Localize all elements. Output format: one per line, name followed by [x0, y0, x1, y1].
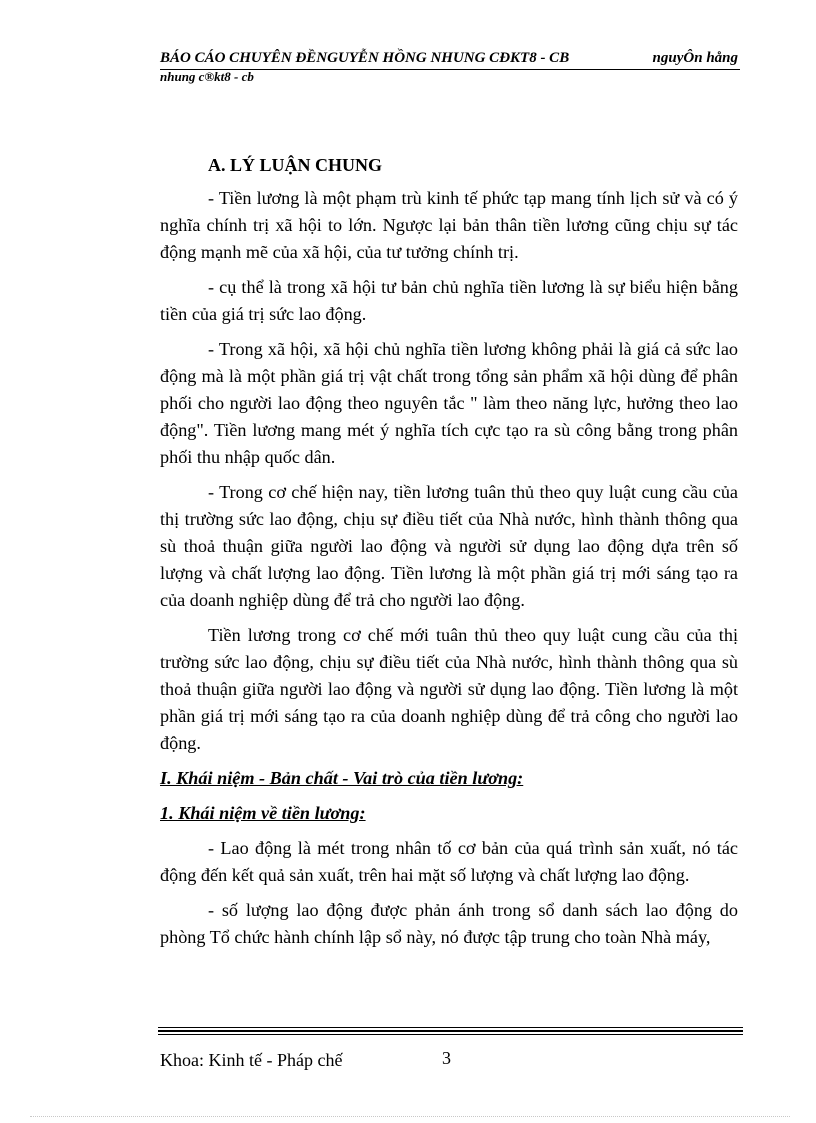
- paragraph: - Trong xã hội, xã hội chủ nghĩa tiền lương không phải là giá cả sức lao động mà là một phần giá trị vật chất trong tổng sản phẩm xã hội dùng để phân phối cho người lao động theo nguyên tắc " làm theo năng lực, hưởng theo lao động". Tiền lương mang mét ý nghĩa tích cực tạo ra sù công bằng trong phân phối thu nhập quốc dân.: [160, 339, 738, 467]
- paragraph: - Trong cơ chế hiện nay, tiền lương tuân thủ theo quy luật cung cầu của thị trường sức lao động, chịu sự điều tiết của Nhà nước, hình thành thông qua sù thoả thuận giữa người lao động và người sử dụng lao động dựa trên số lượng và chất lượng lao động. Tiền lương là một phần giá trị mới sáng tạo ra của doanh nghiệp dùng để trả cho người lao động.: [160, 482, 738, 610]
- header-author-continued: nhung c®kt8 - cb: [160, 69, 254, 84]
- footer-department: Khoa: Kinh tế - Pháp chế: [160, 1050, 343, 1070]
- section-title: A. LÝ LUẬN CHUNG: [208, 155, 383, 175]
- footer-rule: [158, 1027, 743, 1035]
- paragraph: - số lượng lao động được phản ánh trong sổ danh sách lao động do phòng Tổ chức hành chính lập sổ này, nó được tập trung cho toàn Nhà máy,: [160, 900, 738, 947]
- paragraph: - Tiền lương là một phạm trù kinh tế phức tạp mang tính lịch sử và có ý nghĩa chính trị xã hội to lớn. Ngược lại bản thân tiền lương cũng chịu sự tác động mạnh mẽ của xã hội, của tư tưởng chính trị.: [160, 188, 738, 262]
- heading-level-1: I. Khái niệm - Bản chất - Vai trò của tiền lương:: [160, 768, 524, 788]
- paragraph: - cụ thể là trong xã hội tư bản chủ nghĩa tiền lương là sự biểu hiện bằng tiền của giá trị sức lao động.: [160, 277, 738, 324]
- document-body: [160, 152, 738, 959]
- paragraph: Tiền lương trong cơ chế mới tuân thủ theo quy luật cung cầu của thị trường sức lao động, chịu sự điều tiết của Nhà nước, hình thành thông qua sù thoả thuận giữa người lao động và người sử dụng lao động. Tiền lương là một phần giá trị mới sáng tạo ra của doanh nghiệp dùng để trả công cho người lao động.: [160, 625, 738, 753]
- page-number: 3: [442, 1048, 451, 1068]
- header-author: nguyÔn hång: [652, 50, 738, 66]
- header-line-1: [160, 50, 740, 67]
- page-header: [160, 50, 740, 84]
- heading-level-2: 1. Khái niệm về tiền lương:: [160, 803, 366, 823]
- footer-rule-line: [158, 1027, 743, 1028]
- footer-rule-line: [158, 1034, 743, 1035]
- footer-rule-line: [158, 1030, 743, 1032]
- header-title: BÁO CÁO CHUYÊN ĐỀNGUYỄN HỒNG NHUNG CĐKT8 - CB: [160, 50, 570, 66]
- page-bottom-border: [30, 1116, 790, 1117]
- paragraph: - Lao động là mét trong nhân tố cơ bản của quá trình sản xuất, nó tác động đến kết quả sản xuất, trên hai mặt số lượng và chất lượng lao động.: [160, 838, 738, 885]
